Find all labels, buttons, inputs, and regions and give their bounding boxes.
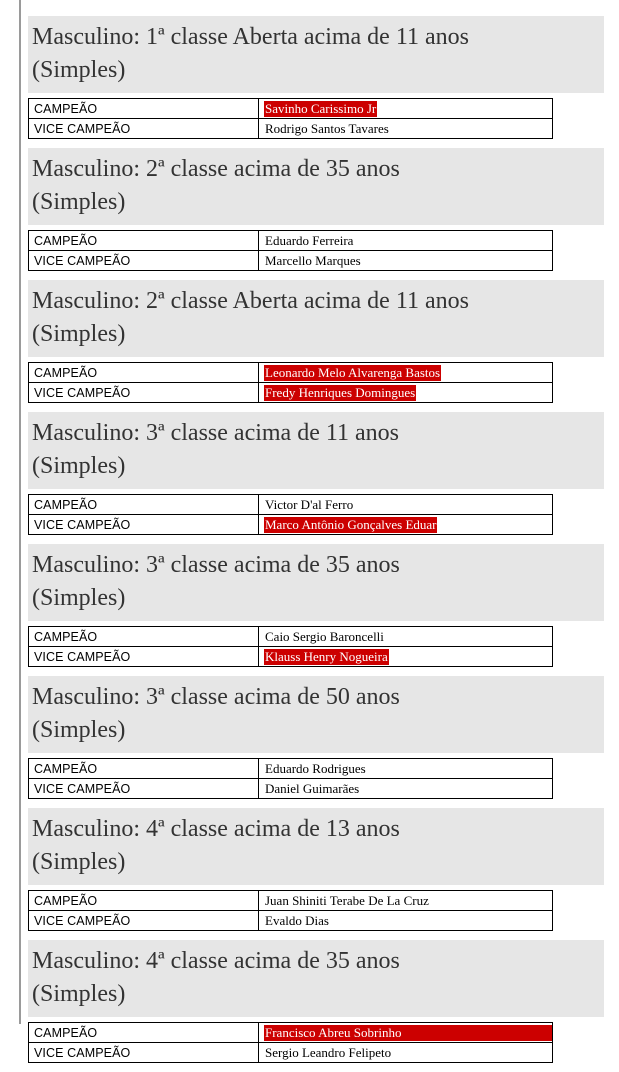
player-name	[259, 891, 553, 911]
section-title-line2: (Simples)	[32, 981, 126, 1007]
player-name	[259, 779, 553, 799]
player-name	[259, 363, 553, 383]
player-name	[259, 383, 553, 403]
role-label: VICE CAMPEÃO	[29, 911, 259, 931]
section-title-line2: (Simples)	[32, 717, 126, 743]
player-name	[259, 251, 553, 271]
results-table	[28, 98, 553, 139]
section-title-line1: Masculino: 4ª classe acima de 13 anos	[32, 816, 400, 842]
result-section	[28, 544, 604, 667]
table-row	[29, 231, 553, 251]
player-name-text: Evaldo Dias	[265, 912, 329, 928]
player-name	[259, 99, 553, 119]
section-title	[28, 808, 604, 885]
player-name-text: Leonardo Melo Alvarenga Bastos	[265, 364, 441, 380]
role-label: CAMPEÃO	[29, 627, 259, 647]
role-label: CAMPEÃO	[29, 891, 259, 911]
player-name-text: Eduardo Rodrigues	[265, 760, 366, 776]
section-title-line2: (Simples)	[32, 189, 126, 215]
table-row	[29, 779, 553, 799]
results-table	[28, 230, 553, 271]
result-section	[28, 148, 604, 271]
player-name-text: Klauss Henry Nogueira	[265, 648, 388, 664]
player-name	[259, 759, 553, 779]
results-table	[28, 1022, 553, 1063]
role-label: VICE CAMPEÃO	[29, 515, 259, 535]
table-row	[29, 627, 553, 647]
player-name-text: Savinho Carissimo Jr	[265, 100, 377, 116]
table-row	[29, 1023, 553, 1043]
role-label: CAMPEÃO	[29, 363, 259, 383]
player-name	[259, 495, 553, 515]
section-title	[28, 280, 604, 357]
player-name	[259, 119, 553, 139]
section-title-line2: (Simples)	[32, 453, 126, 479]
section-title	[28, 16, 604, 93]
section-title-line2: (Simples)	[32, 849, 126, 875]
section-title	[28, 940, 604, 1017]
player-name	[259, 515, 553, 535]
role-label: CAMPEÃO	[29, 231, 259, 251]
player-name	[259, 647, 553, 667]
role-label: VICE CAMPEÃO	[29, 1043, 259, 1063]
table-row	[29, 911, 553, 931]
role-label: VICE CAMPEÃO	[29, 647, 259, 667]
role-label: CAMPEÃO	[29, 1023, 259, 1043]
result-section	[28, 940, 604, 1063]
player-name-text: Fredy Henriques Domingues	[265, 384, 416, 400]
player-name-text: Eduardo Ferreira	[265, 232, 354, 248]
section-title-line1: Masculino: 3ª classe acima de 50 anos	[32, 684, 400, 710]
table-row	[29, 891, 553, 911]
section-title-line2: (Simples)	[32, 585, 126, 611]
section-title	[28, 676, 604, 753]
results-table	[28, 494, 553, 535]
role-label: CAMPEÃO	[29, 495, 259, 515]
player-name-text: Francisco Abreu Sobrinho	[264, 1025, 552, 1041]
table-row	[29, 119, 553, 139]
results-table	[28, 890, 553, 931]
section-title-line1: Masculino: 2ª classe Aberta acima de 11 anos	[32, 288, 469, 314]
table-row	[29, 251, 553, 271]
section-title-line2: (Simples)	[32, 321, 126, 347]
table-row	[29, 99, 553, 119]
player-name	[259, 1023, 553, 1043]
role-label: CAMPEÃO	[29, 759, 259, 779]
player-name-text: Victor D'al Ferro	[265, 496, 354, 512]
role-label: CAMPEÃO	[29, 99, 259, 119]
result-section	[28, 676, 604, 799]
results-table	[28, 626, 553, 667]
section-title-line2: (Simples)	[32, 57, 126, 83]
table-row	[29, 647, 553, 667]
table-row	[29, 1043, 553, 1063]
player-name-text: Juan Shiniti Terabe De La Cruz	[265, 892, 429, 908]
player-name-text: Daniel Guimarães	[265, 780, 360, 796]
section-title-line1: Masculino: 2ª classe acima de 35 anos	[32, 156, 400, 182]
section-title-line1: Masculino: 3ª classe acima de 11 anos	[32, 420, 399, 446]
table-row	[29, 495, 553, 515]
player-name	[259, 231, 553, 251]
player-name-text: Marcello Marques	[265, 252, 361, 268]
player-name	[259, 1043, 553, 1063]
results-table	[28, 362, 553, 403]
left-margin-rule	[19, 0, 21, 1024]
result-section	[28, 808, 604, 931]
results-table	[28, 758, 553, 799]
table-row	[29, 363, 553, 383]
role-label: VICE CAMPEÃO	[29, 779, 259, 799]
player-name	[259, 911, 553, 931]
section-title	[28, 148, 604, 225]
table-row	[29, 515, 553, 535]
result-section	[28, 412, 604, 535]
player-name-text: Caio Sergio Baroncelli	[265, 628, 384, 644]
section-title-line1: Masculino: 3ª classe acima de 35 anos	[32, 552, 400, 578]
player-name-text: Sergio Leandro Felipeto	[265, 1044, 392, 1060]
section-title	[28, 544, 604, 621]
result-section	[28, 16, 604, 139]
role-label: VICE CAMPEÃO	[29, 251, 259, 271]
section-title	[28, 412, 604, 489]
table-row	[29, 759, 553, 779]
section-title-line1: Masculino: 1ª classe Aberta acima de 11 anos	[32, 24, 469, 50]
player-name-text: Marco Antônio Gonçalves Eduar	[265, 516, 437, 532]
table-row	[29, 383, 553, 403]
section-title-line1: Masculino: 4ª classe acima de 35 anos	[32, 948, 400, 974]
player-name	[259, 627, 553, 647]
player-name-text: Rodrigo Santos Tavares	[265, 120, 389, 136]
results-list	[28, 16, 604, 1072]
role-label: VICE CAMPEÃO	[29, 383, 259, 403]
result-section	[28, 280, 604, 403]
role-label: VICE CAMPEÃO	[29, 119, 259, 139]
